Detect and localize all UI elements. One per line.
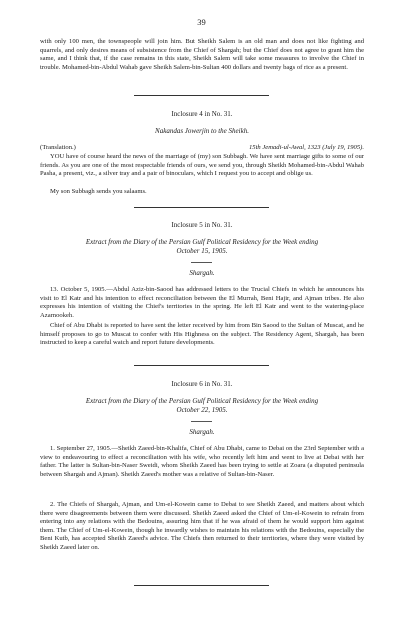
inclosure-6-paragraph-1: 1. September 27, 1905.—Sheikh Zaeed-bin-Khalifa, Chief of Abu Dhabi, came to Debai on the 23rd September with a view to endeavouring to effect a reconciliation with his wife, who recently left him and went to live at Debai with her father. The latter is Sultan-bin-Naser Sweidi, whom Sheikh Zaeed has been trying to settle at Zoara (a disputed peninsula between Shargah and Ajman). Sheikh Zaeed's mother was a relative of Sultan-bin-Naser. (40, 445, 364, 478)
letter-date: 15th Jemadi-ul-Awal, 1323 (July 19, 1905). (248, 144, 364, 151)
section-divider (134, 95, 269, 96)
inclosure-6-extract-title: Extract from the Diary of the Persian Gulf Political Residency for the Week ending October 22, 1905. (85, 397, 319, 414)
inclosure-4-body: YOU have of course heard the news of the marriage of (my) son Subbagh. We have sent marriage gifts to some of our friends. As you are one of the most respectable friends of ours, we send you, through Sheikh Mohamed-bin-Abdul Wahab Pasha, a present, viz., a silver tray and a pair of binoculars, which I request you to accept and oblige us. (40, 153, 364, 177)
short-divider (191, 262, 212, 263)
inclosure-5-paragraph-1: 13. October 5, 1905.—Abdul Aziz-bin-Saood has addressed letters to the Trucial Chiefs in which he announces his visit to El Katr and his intention to effect reconciliation between the El Murrah, Beni Hajir, and Ajman tribes. He also expresses his intention of visiting the Chief's territories in the spring. He left El Katr and went to the watering-place Azarnookeh. (40, 286, 364, 319)
inclosure-4-heading: Inclosure 4 in No. 31. (171, 110, 233, 118)
page-number: 39 (197, 17, 206, 27)
inclosure-4-closing: My son Subbagh sends you salaams. (50, 188, 147, 195)
inclosure-6-place: Shargah. (189, 428, 215, 436)
inclosure-4-subheading: Nakandas Jowerjin to the Sheikh. (155, 127, 249, 135)
inclosure-5-extract-title: Extract from the Diary of the Persian Gulf Political Residency for the Week ending October 15, 1905. (85, 238, 319, 255)
inclosure-5-paragraph-2: Chief of Abu Dhabi is reported to have sent the letter received by him from Bin Saood to the Sultan of Muscat, and he himself proposes to go to Muscat to confer with His Highness on the subject. The Residency Agent, Shargah, has been instructed to keep a careful watch and report future developments. (40, 322, 364, 346)
translation-label: (Translation.) (40, 144, 76, 151)
intro-paragraph: with only 100 men, the townspeople will join him. But Sheikh Salem is an old man and does not like fighting and quarrels, and only desires means of subsistence from the Chief of Shargah; but the Chief does not agree to grant him the same, and I think that, if the case remains in this state, Sheikh Salem will take some measures to involve the Chief in trouble. Mohamed-bin-Abdul Wahab gave Sheikh Salem-bin-Sultan 400 dollars and twenty bags of rice as a present. (40, 38, 364, 71)
short-divider (191, 421, 212, 422)
inclosure-5-heading: Inclosure 5 in No. 31. (171, 221, 233, 229)
inclosure-6-paragraph-2: 2. The Chiefs of Shargah, Ajman, and Um-el-Kowein came to Debai to see Sheikh Zaeed, and matters about which there were disagreements between them were discussed. Sheikh Zaeed asked the Chief of Um-el-Kowein to refrain from entering into any relations with the Bedouins, assuring him that if he was afraid of them he would support him against them. The Chief of Um-el-Kowein, though he inwardly wishes to maintain his relations with the Bedouins, especially the Beni Kutb, has accepted Sheikh Zaeed's advice. The Chiefs then returned to their territories, where they were visited by Sheikh Zaeed later on. (40, 501, 364, 551)
inclosure-6-heading: Inclosure 6 in No. 31. (171, 380, 233, 388)
inclosure-5-place: Shargah. (189, 269, 215, 277)
section-divider (134, 365, 269, 366)
section-divider (134, 207, 269, 208)
section-divider (134, 585, 269, 586)
